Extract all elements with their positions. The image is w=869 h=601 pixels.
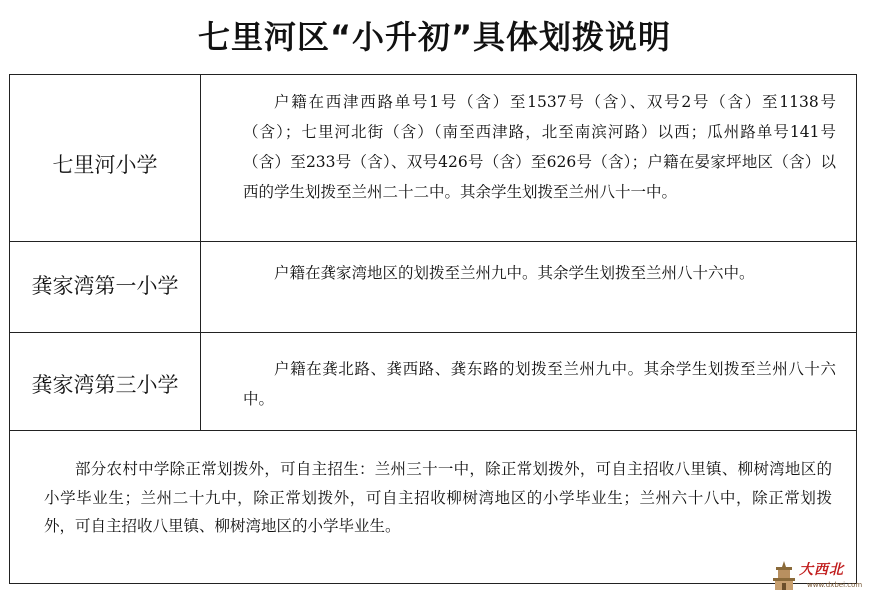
row-divider-1 — [10, 241, 856, 242]
page-title: 七里河区“小升初”具体划拨说明 — [197, 18, 672, 56]
allocation-text: 户籍在西津西路单号1号（含）至1537号（含）、双号2号（含）至1138号（含）；七里河北街（含）（南至西津路，北至南滨河路）以西；瓜州路单号141号（含）至233号（含）、双号426号（含）至626号（含）；户籍在晏家坪地区（含）以西的学生划拨至兰州二十二中。其余学生划拨至兰州八十一中。 — [243, 93, 836, 201]
school-name: 七里河小学 — [52, 153, 158, 177]
temple-logo-icon — [769, 559, 799, 593]
row-divider-3 — [10, 430, 856, 431]
site-watermark — [769, 557, 861, 597]
allocation-text: 户籍在龚北路、龚西路、龚东路的划拨至兰州九中。其余学生划拨至兰州八十六中。 — [243, 360, 836, 408]
watermark-name: 大西北 — [799, 562, 844, 578]
school-name: 龚家湾第一小学 — [31, 274, 179, 298]
rural-schools-note: 部分农村中学除正常划拨外，可自主招生：兰州三十一中，除正常划拨外，可自主招收八里镇、柳树湾地区的小学毕业生；兰州二十九中，除正常划拨外，可自主招收柳树湾地区的小学毕业生；兰州六十八中，除正常划拨外，可自主招收八里镇、柳树湾地区的小学毕业生。 — [44, 460, 832, 535]
school-name: 龚家湾第三小学 — [31, 373, 179, 397]
allocation-table — [9, 74, 857, 584]
row-divider-2 — [10, 332, 856, 333]
column-divider — [200, 75, 201, 430]
allocation-text: 户籍在龚家湾地区的划拨至兰州九中。其余学生划拨至兰州八十六中。 — [274, 264, 755, 282]
watermark-url: www.dxbei.com — [807, 581, 863, 589]
